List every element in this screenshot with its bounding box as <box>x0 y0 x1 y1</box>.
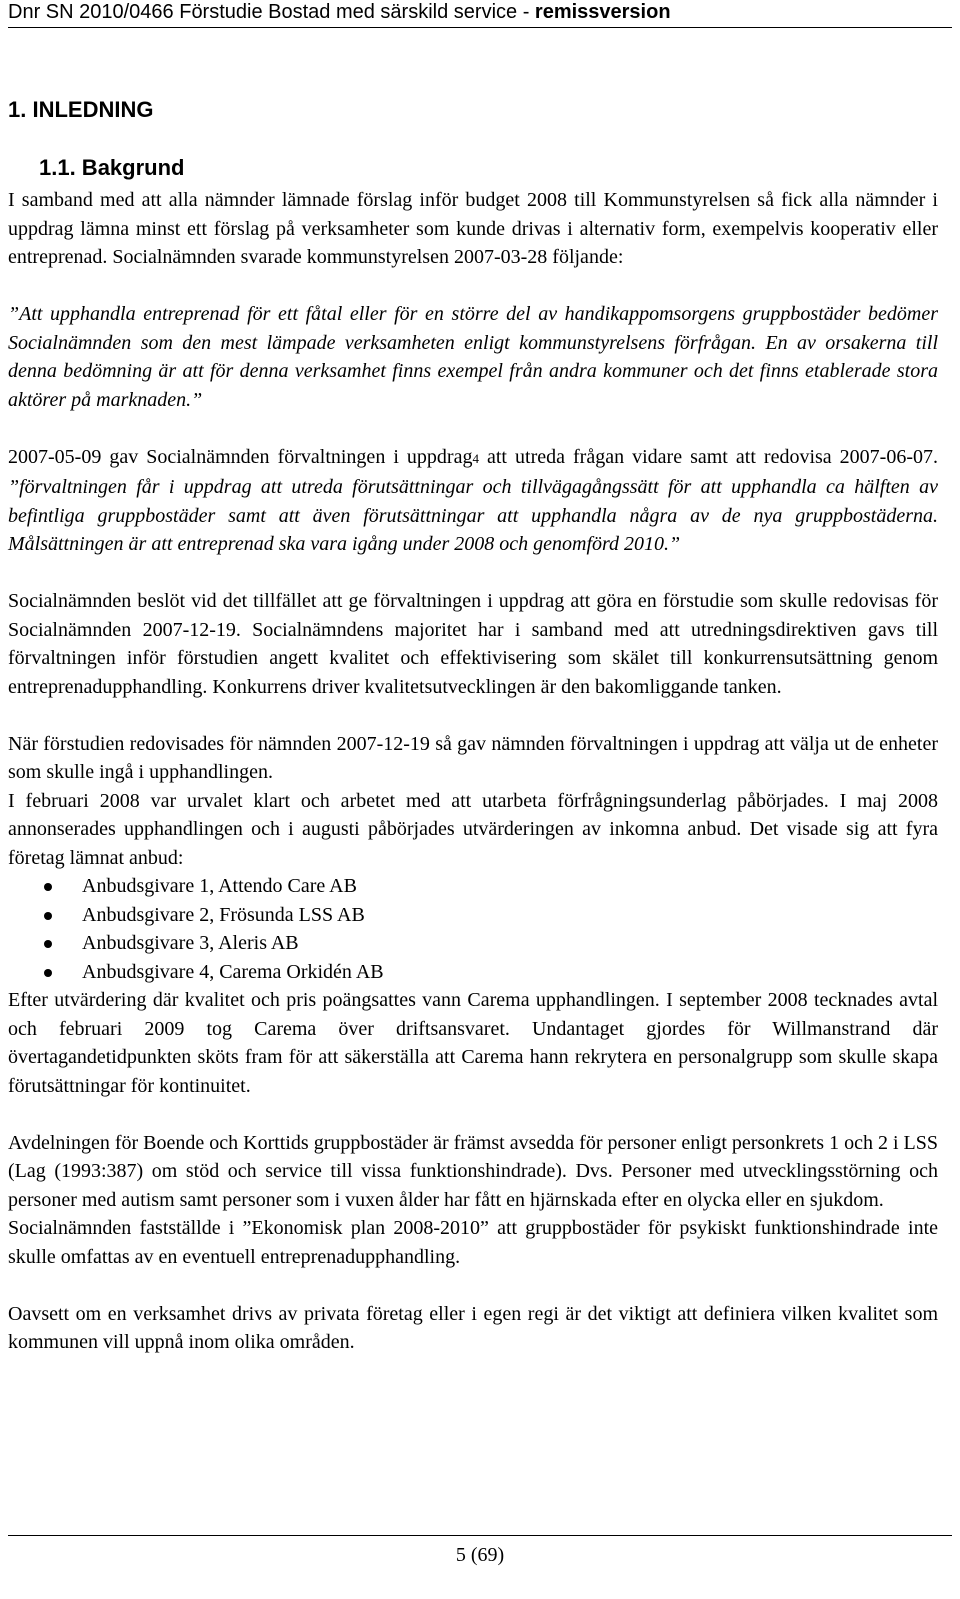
paragraph-evaluation: Efter utvärdering där kvalitet och pris poängsattes vann Carema upphandlingen. I september 2008 tecknades avtal och februari 2009 tog Carema över driftsansvaret. Undantaget gjordes för Willmanstrand där övertagandetidpunkten sköts fram för att säkerställa att Carema hann rekrytera en personalgrupp som skulle skapa förutsättningar för kontinuitet. <box>8 989 938 1097</box>
list-item-text: Anbudsgivare 3, Aleris AB <box>82 932 299 954</box>
list-item <box>8 872 938 901</box>
subsection-heading: 1.1. Bakgrund <box>39 155 185 180</box>
page-number: 5 (69) <box>455 1544 505 1566</box>
paragraph-report: När förstudien redovisades för nämnden 2007-12-19 så gav nämnden förvaltningen i uppdrag att välja ut de enheter som skulle ingå i upphandlingen. <box>8 732 938 783</box>
list-item-text: Anbudsgivare 1, Attendo Care AB <box>82 875 357 897</box>
list-item <box>8 929 938 958</box>
paragraph-intro: I samband med att alla nämnder lämnade förslag inför budget 2008 till Kommunstyrelsen så fick alla nämnder i uppdrag lämna minst ett förslag på verksamheter som kunde drivas i alternativ form, exempelvis kooperativ eller entreprenad. Socialnämnden svarade kommunstyrelsen 2007-03-28 följande: <box>8 189 938 268</box>
running-header <box>8 0 952 24</box>
paragraph-assignment <box>8 443 938 559</box>
header-divider <box>8 27 952 28</box>
paragraph-procurement: I februari 2008 var urvalet klart och arbetet med att utarbeta förfrågningsunderlag påbörjades. I maj 2008 annonserades upphandlingen och i augusti påbörjades utvärderingen av inkomna anbud. Det visade sig att fyra företag lämnat anbud: <box>8 789 938 869</box>
assignment-text-a: 2007-05-09 gav Socialnämnden förvaltningen i uppdrag <box>8 445 473 468</box>
section-heading: 1. INLEDNING <box>8 97 154 122</box>
paragraph-decision: Socialnämnden beslöt vid det tillfället att ge förvaltningen i uppdrag att göra en förstudie som skulle redovisas för Socialnämnden 2007-12-19. Socialnämndens majoritet har i samband med att utredningsdirektiven gavs till förvaltningen inför förstudien angett kvalitet och effektivisering som skälet till konkurrensutsättning genom entreprenadupphandling. Konkurrens driver kvalitetsutvecklingen är den bakomliggande tanken. <box>8 590 938 698</box>
bullet-icon <box>44 940 52 948</box>
paragraph-economic-plan: Socialnämnden fastställde i ”Ekonomisk plan 2008-2010” att gruppbostäder för psykiskt funktionshindrade inte skulle omfattas av en eventuell entreprenadupphandling. <box>8 1217 938 1268</box>
footer-divider <box>8 1535 952 1536</box>
assignment-quote: ”förvaltningen får i uppdrag att utreda förutsättningar och tillvägagångssätt för att upphandla ca hälften av befintliga gruppbostäder samt att även förutsättningar att upphandla några av de nya gruppbostäderna. Målsättningen är att entreprenad ska vara igång under 2008 och genomförd 2010.” <box>8 476 938 555</box>
paragraph-quality: Oavsett om en verksamhet drivs av privata företag eller i egen regi är det viktigt att definiera vilken kvalitet som kommunen vill uppnå inom olika områden. <box>8 1302 938 1353</box>
list-item-text: Anbudsgivare 4, Carema Orkidén AB <box>82 960 384 983</box>
bullet-icon <box>44 883 52 891</box>
bullet-icon <box>44 969 52 977</box>
paragraph-quote: ”Att upphandla entreprenad för ett fåtal eller för en större del av handikappomsorgens gruppbostäder bedömer Socialnämnden som den mest lämpade verksamheten enligt kommunstyrelsens förfrågan. En av orsakerna till denna bedömning är att för denna verksamhet finns exempel från andra kommuner och det finns etablerade stora aktörer på marknaden.” <box>8 303 938 411</box>
list-item <box>8 901 938 930</box>
list-item <box>8 958 938 987</box>
document-body <box>8 186 938 1357</box>
footnote-ref: 4 <box>472 450 479 466</box>
bullet-icon <box>44 912 52 920</box>
header-title: Dnr SN 2010/0466 Förstudie Bostad med särskild service - <box>8 1 535 23</box>
paragraph-department: Avdelningen för Boende och Korttids gruppbostäder är främst avsedda för personer enligt personkrets 1 och 2 i LSS (Lag (1993:387) om stöd och service till vissa funktionshindrade). Dvs. Personer med utvecklingsstörning och personer med autism samt personer som i vuxen ålder har fått en hjärnskada efter en olycka eller en sjukdom. <box>8 1131 938 1211</box>
bidder-list <box>8 872 938 986</box>
list-item-text: Anbudsgivare 2, Frösunda LSS AB <box>82 903 365 926</box>
assignment-text-b: att utreda frågan vidare samt att redovisa 2007-06-07. <box>478 445 939 468</box>
header-title-bold: remissversion <box>534 1 671 23</box>
